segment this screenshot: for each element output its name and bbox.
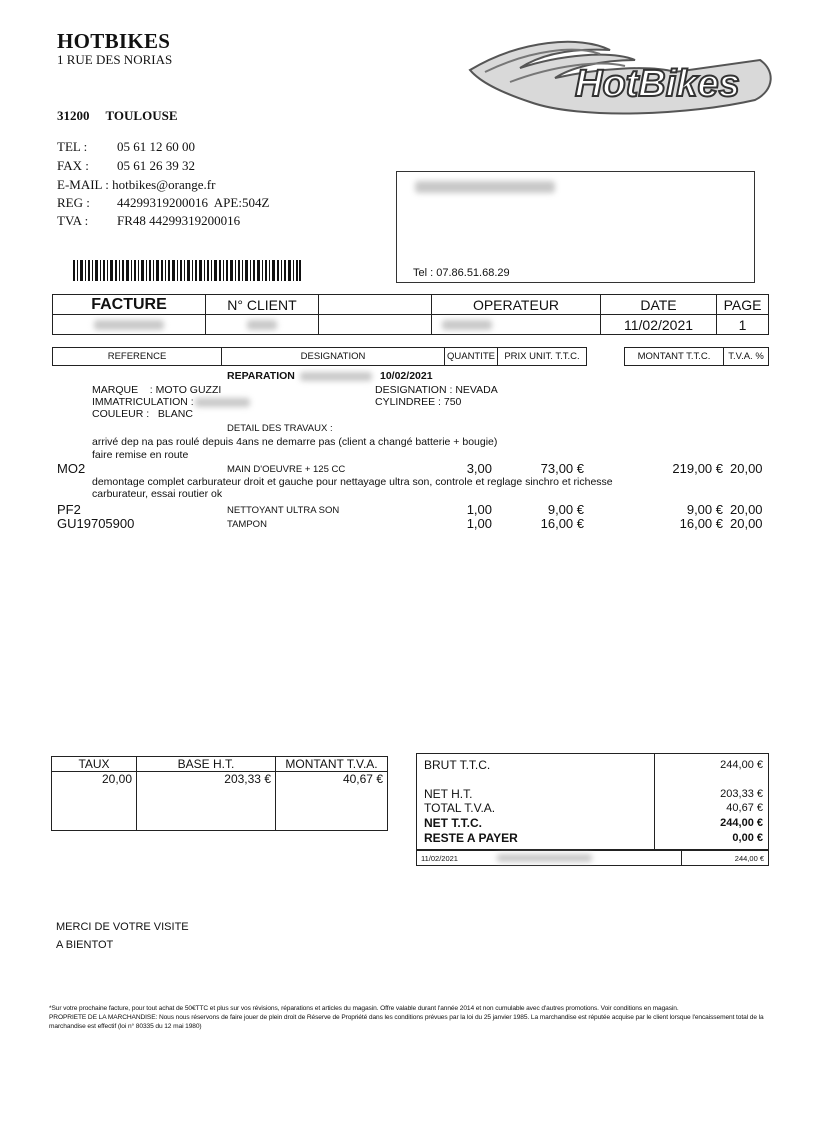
repair-designation: DESIGNATION : NEVADA — [375, 384, 498, 396]
repair-couleur: COULEUR : BLANC — [92, 408, 193, 420]
item-designation: MAIN D'OEUVRE + 125 CC — [227, 464, 346, 475]
operator-label: OPERATEUR — [432, 295, 601, 315]
net-ttc-label: NET T.T.C. — [424, 816, 483, 830]
item-tva: 20,00 — [730, 461, 763, 476]
totals-box — [416, 753, 769, 850]
repair-date: 10/02/2021 — [380, 370, 433, 382]
total-tva-value: 40,67 € — [726, 802, 763, 814]
item-tva: 20,00 — [730, 516, 763, 531]
page-label: PAGE — [717, 295, 769, 315]
client-number-redacted — [206, 315, 319, 335]
contact-tel — [57, 139, 195, 155]
repair-number-redacted — [300, 372, 372, 381]
item-qty: 1,00 — [466, 502, 492, 517]
contact-label: FAX : — [57, 158, 89, 173]
item-ref: GU19705900 — [57, 516, 135, 531]
postal-code: 31200 — [57, 108, 90, 123]
item-amount: 16,00 € — [679, 516, 723, 531]
brut-value: 244,00 € — [720, 759, 763, 771]
detail-line-2: faire remise en route — [92, 449, 189, 461]
reste-label: RESTE A PAYER — [424, 831, 518, 845]
mo-note-1: demontage complet carburateur droit et gauche pour nettayage ultra son, controle et reglage sinchro et richesse — [92, 476, 613, 488]
footer-line-1: *Sur votre prochaine facture, pour tout achat de 50€TTC et plus sur vos révisions, réparations et articles du magasin. Offre valable durant l'année 2014 et non cumulable avec d'autres promotions. Voir conditions en magasin. — [49, 1005, 679, 1012]
item-qty: 1,00 — [466, 516, 492, 531]
item-amount: 9,00 € — [686, 502, 723, 517]
invoice-number-redacted — [53, 315, 206, 335]
operator-redacted — [432, 315, 601, 335]
mo-note-2: carburateur, essai routier ok — [92, 488, 223, 500]
payment-date: 11/02/2021 — [421, 854, 458, 863]
plate-redacted — [195, 398, 250, 407]
item-unit-price: 9,00 € — [547, 502, 584, 517]
item-designation: TAMPON — [227, 519, 267, 530]
tva-base: 203,33 € — [137, 772, 276, 831]
tva-summary-table — [51, 756, 388, 831]
reste-value: 0,00 € — [732, 832, 763, 844]
item-amount: 219,00 € — [672, 461, 723, 476]
item-qty: 3,00 — [466, 461, 492, 476]
col-reference: REFERENCE — [53, 348, 222, 366]
contact-value: FR48 44299319200016 — [117, 213, 241, 228]
tva-amount-header: MONTANT T.V.A. — [276, 757, 388, 772]
thanks-line-1: MERCI DE VOTRE VISITE — [56, 921, 189, 933]
net-ht-label: NET H.T. — [424, 787, 473, 801]
tva-base-header: BASE H.T. — [137, 757, 276, 772]
payment-row — [416, 850, 769, 866]
item-unit-price: 16,00 € — [540, 516, 584, 531]
payment-method-redacted — [497, 854, 592, 862]
page-number: 1 — [717, 315, 769, 335]
col-prix-unit: PRIX UNIT. T.T.C. — [498, 348, 587, 366]
contact-tva — [57, 213, 240, 229]
net-ht-value: 203,33 € — [720, 788, 763, 800]
detail-line-1: arrivé dep na pas roulé depuis 4ans ne demarre pas (client a changé batterie + bougie) — [92, 436, 498, 448]
client-address-box — [396, 171, 755, 283]
net-ttc-value: 244,00 € — [720, 817, 763, 829]
item-ref: MO2 — [57, 461, 86, 476]
invoice-date: 11/02/2021 — [601, 315, 717, 335]
contact-value: 05 61 26 39 32 — [117, 158, 195, 173]
thanks-line-2: A BIENTOT — [56, 939, 114, 951]
client-tel: Tel : 07.86.51.68.29 — [413, 267, 510, 279]
contact-email — [57, 177, 215, 193]
col-montant: MONTANT T.T.C. — [625, 348, 724, 366]
contact-value: 44299319200016 APE:504Z — [117, 195, 270, 210]
item-designation: NETTOYANT ULTRA SON — [227, 505, 340, 516]
company-address: 1 RUE DES NORIAS — [57, 52, 173, 67]
company-name: HOTBIKES — [57, 29, 171, 53]
contact-label: E-MAIL : — [57, 177, 109, 192]
tva-amount: 40,67 € — [276, 772, 388, 831]
contact-label: REG : — [57, 195, 90, 210]
tva-rate: 20,00 — [52, 772, 137, 831]
invoice-header-table — [52, 294, 769, 335]
total-tva-label: TOTAL T.V.A. — [424, 801, 496, 815]
brut-label: BRUT T.T.C. — [424, 758, 491, 772]
repair-marque: MARQUE : MOTO GUZZI — [92, 384, 222, 396]
item-unit-price: 73,00 € — [540, 461, 584, 476]
hotbikes-logo — [460, 30, 780, 122]
col-tva: T.V.A. % — [724, 348, 769, 366]
contact-fax — [57, 158, 195, 174]
col-designation: DESIGNATION — [222, 348, 445, 366]
tva-rate-header: TAUX — [52, 757, 137, 772]
date-label: DATE — [601, 295, 717, 315]
repair-immatriculation: IMMATRICULATION : — [92, 396, 194, 408]
line-items-header — [52, 347, 769, 366]
contact-label: TVA : — [57, 213, 89, 228]
repair-cylindree: CYLINDREE : 750 — [375, 396, 462, 408]
client-number-label: N° CLIENT — [206, 295, 319, 315]
col-quantite: QUANTITE — [445, 348, 498, 366]
footer-line-2: PROPRIETE DE LA MARCHANDISE: Nous nous réservons de faire jouer de plein droit de Réserve de Propriété dans les conditions prévues par la loi du 25 janvier 1985. La marchandise est réputée acquise par le client lorsque l'encaissement total de la marchandise est effectif (loi n° 80335 du 12 mai 1980) — [49, 1013, 764, 1030]
legal-footer — [49, 1005, 769, 1032]
repair-title: REPARATION — [227, 370, 295, 382]
company-city-line — [57, 108, 194, 124]
detail-title: DETAIL DES TRAVAUX : — [227, 423, 333, 434]
contact-value: hotbikes@orange.fr — [112, 177, 216, 192]
city: TOULOUSE — [105, 108, 178, 123]
item-tva: 20,00 — [730, 502, 763, 517]
contact-value: 05 61 12 60 00 — [117, 139, 195, 154]
payment-amount: 244,00 € — [734, 854, 764, 863]
logo-text: HotBikes — [575, 63, 740, 105]
client-name-redacted — [415, 181, 555, 193]
item-ref: PF2 — [57, 502, 81, 517]
barcode — [73, 260, 301, 281]
contact-reg — [57, 195, 269, 211]
contact-label: TEL : — [57, 139, 88, 154]
facture-label: FACTURE — [53, 295, 206, 315]
